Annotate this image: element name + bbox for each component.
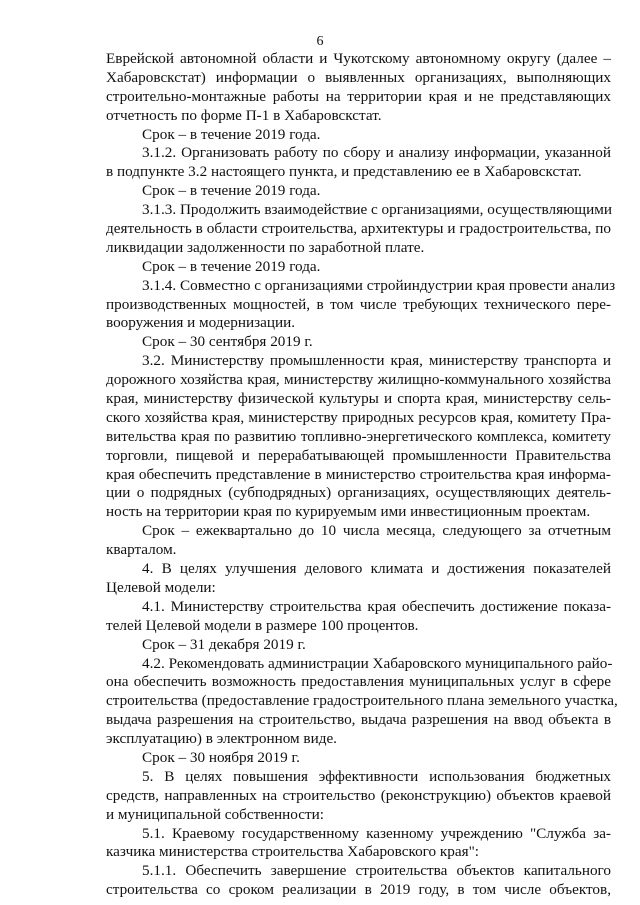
text-line: деятельность в области строительства, архитектуры и градостроительства, по [106,220,611,238]
text-line: Хабаровскстат) информации о выявленных организациях, выполняющих [106,68,611,86]
text-line: производственных мощностей, в том числе требующих технического пере- [106,295,611,313]
text-line: ликвидации задолженности по заработной плате. [106,238,425,256]
text-line: строительно-монтажные работы на территории края и не представляющих [106,87,611,105]
text-line: 3.2. Министерству промышленности края, министерству транспорта и [142,352,611,370]
text-line: Срок – ежеквартально до 10 числа месяца, следующего за отчетным [142,522,611,540]
text-line: 3.1.4. Совместно с организациями стройиндустрии края провести анализ [142,276,616,294]
document-body [106,50,618,900]
text-line: ность на территории края по курируемым ими инвестиционным проектам. [106,503,591,521]
text-line: Срок – 30 ноября 2019 г. [142,748,300,766]
text-line: вительства края по развитию топливно-энергетического комплекса, комитету [106,427,611,445]
text-line: средств, направленных на строительство (реконструкцию) объектов краевой [106,786,611,804]
text-line: 5.1. Краевому государственному казенному учреждению "Служба за- [142,824,611,842]
page-number: 6 [316,34,324,49]
text-line: торговли, пищевой и перерабатывающей промышленности Правительства [106,446,611,464]
text-line: дорожного хозяйства края, министерству жилищно-коммунального хозяйства [106,371,611,389]
text-line: 4.2. Рекомендовать администрации Хабаровского муниципального райо- [142,654,613,672]
text-line: эксплуатацию) в электронном виде. [106,730,337,748]
text-line: ции о подрядных (субподрядных) организациях, осуществляющих деятель- [106,484,611,502]
text-line: 4. В целях улучшения делового климата и достижения показателей [142,560,611,578]
text-line: кварталом. [106,541,177,559]
text-line: 3.1.3. Продолжить взаимодействие с организациями, осуществляющими [142,201,612,219]
text-line: края, министерству физической культуры и спорта края, министерству сель- [106,390,611,408]
text-line: Срок – 31 декабря 2019 г. [142,635,306,653]
text-line: Срок – 30 сентября 2019 г. [142,333,313,351]
text-line: в подпункте 3.2 настоящего пункта, и представлению ее в Хабаровскстат. [106,163,582,181]
text-line: казчика министерства строительства Хабаровского края": [106,843,480,861]
text-line: Срок – в течение 2019 года. [142,257,321,275]
text-line: ского хозяйства края, министерству природных ресурсов края, комитету Пра- [106,408,611,426]
text-line: она обеспечить возможность предоставления муниципальных услуг в сфере [106,673,611,691]
text-line: Целевой модели: [106,578,216,596]
text-line: и муниципальной собственности: [106,805,325,823]
text-line: Срок – в течение 2019 года. [142,125,321,143]
text-line: строительства со сроком реализации в 2019 году, в том числе объектов, [106,881,611,899]
text-line: выдача разрешения на строительство, выдача разрешения на ввод объекта в [106,711,611,729]
text-line: вооружения и модернизации. [106,314,296,332]
text-line: края обеспечить представление в министерство строительства края информа- [106,465,611,483]
text-line: 5.1.1. Обеспечить завершение строительства объектов капитального [142,862,611,880]
text-line: 3.1.2. Организовать работу по сбору и анализу информации, указанной [142,144,611,162]
text-line: строительства (предоставление градостроительного плана земельного участка, [106,692,618,710]
text-line: Срок – в течение 2019 года. [142,182,321,200]
text-line: 5. В целях повышения эффективности использования бюджетных [142,767,611,785]
text-line: телей Целевой модели в размере 100 процентов. [106,616,419,634]
text-line: 4.1. Министерству строительства края обеспечить достижение показа- [142,597,611,615]
text-line: отчетность по форме П-1 в Хабаровскстат. [106,106,382,124]
text-line: Еврейской автономной области и Чукотскому автономному округу (далее – [106,50,611,67]
